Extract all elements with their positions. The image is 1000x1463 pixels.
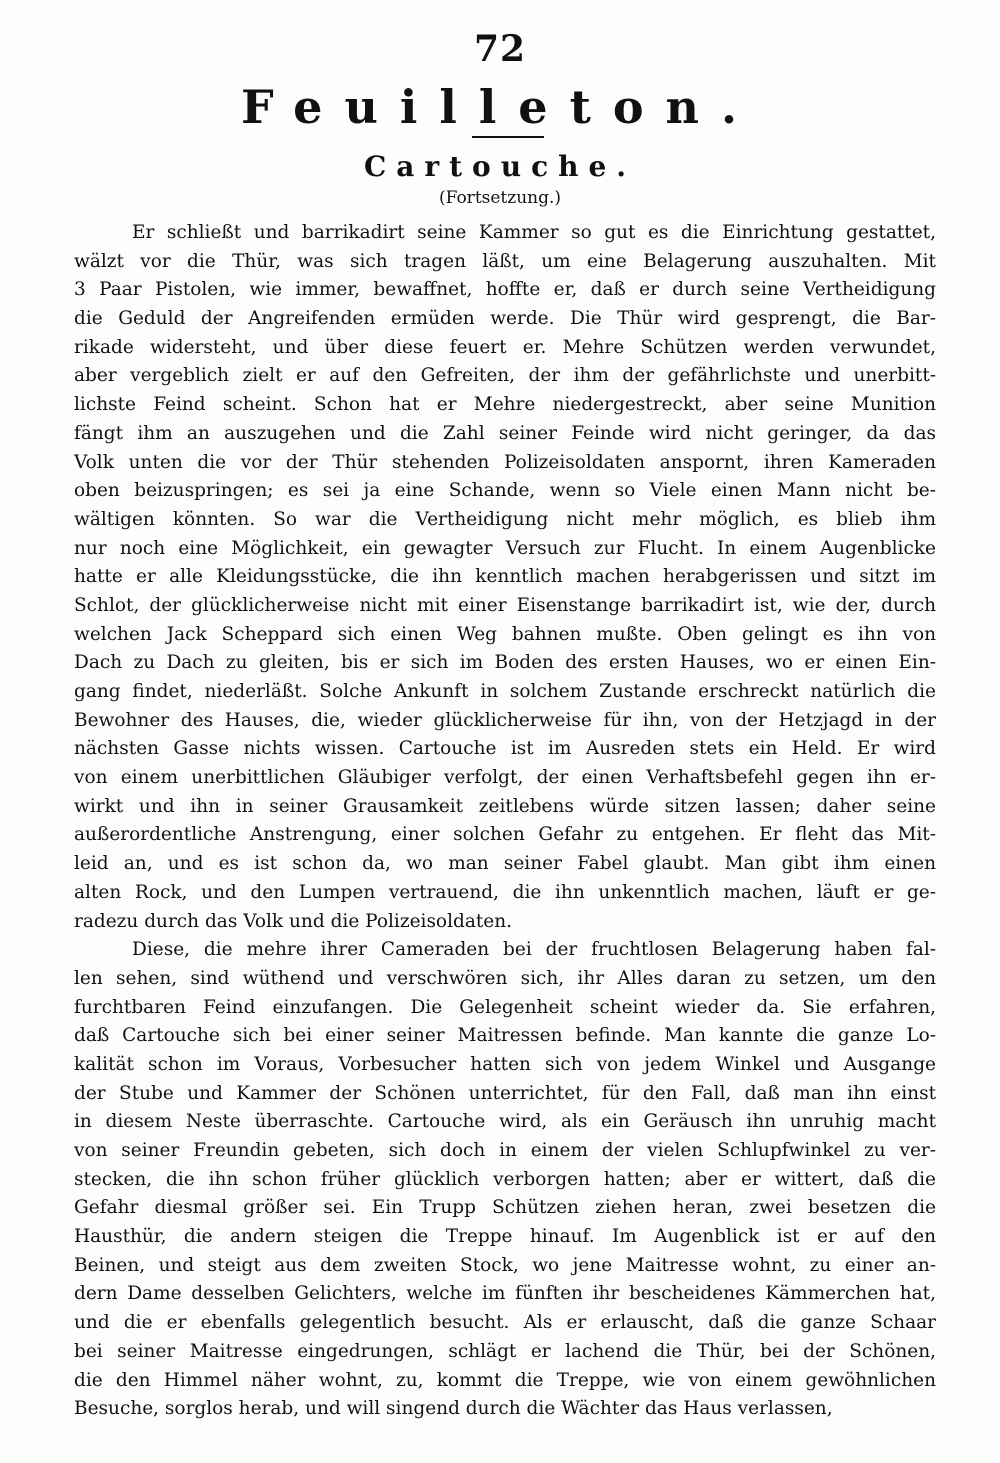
text-line: oben beizuspringen; es sei ja eine Schande, wenn so Viele einen Mann nicht be- [74,480,936,502]
text-line: Beinen, und steigt aus dem zweiten Stock, wo jene Maitresse wohnt, zu einer an- [74,1254,936,1276]
text-line: leid an, und es ist schon da, wo man seiner Fabel glaubt. Man gibt ihm einen [74,853,936,875]
text-line: daß Cartouche sich bei einer seiner Maitressen befinde. Man kannte die ganze Lo- [74,1025,936,1047]
text-line: von einem unerbittlichen Gläubiger verfolgt, der einen Verhaftsbefehl gegen ihn er- [74,767,936,789]
section-title: Feuilleton. [241,80,759,134]
text-line: Besuche, sorglos herab, und will singend durch die Wächter das Haus verlassen, [74,1398,833,1420]
text-line: Er schließt und barrikadirt seine Kammer so gut es die Einrichtung gestattet, [132,222,936,243]
article-subtitle: (Fortsetzung.) [438,188,562,208]
paragraph-2 [74,936,936,1424]
paragraph-1 [74,219,936,936]
text-line: furchtbaren Feind einzufangen. Die Gelegenheit scheint wieder da. Sie erfahren, [74,996,936,1018]
text-line: wältigen könnten. So war die Vertheidigung nicht mehr möglich, es blieb ihm [74,508,936,530]
title-divider [472,136,544,138]
text-line: kalität schon im Voraus, Vorbesucher hatten sich von jedem Winkel und Ausgange [74,1053,936,1075]
text-line: und die er ebenfalls gelegentlich besucht. Als er erlauscht, daß die ganze Schaar [74,1312,936,1334]
text-line: Schlot, der glücklicherweise nicht mit einer Eisenstange barrikadirt ist, wie der, durch [74,594,936,616]
text-line: 3 Paar Pistolen, wie immer, bewaffnet, hoffte er, daß er durch seine Vertheidigung [74,279,936,301]
text-line: Bewohner des Hauses, die, wieder glücklicherweise für ihn, von der Hetzjagd in der [74,709,936,731]
text-line: die den Himmel näher wohnt, zu, kommt die Treppe, wie von einem gewöhnlichen [74,1369,936,1391]
text-line: gang findet, niederläßt. Solche Ankunft in solchem Zustande erschreckt natürlich die [74,681,936,702]
text-line: wälzt vor die Thür, was sich tragen läßt, um eine Belagerung auszuhalten. Mit [74,250,936,272]
text-line: fängt ihm an auszugehen und die Zahl seiner Feinde wird nicht geringer, da das [74,422,936,444]
article-title: Cartouche. [363,150,637,183]
text-line: hatte er alle Kleidungsstücke, die ihn kenntlich machen herabgerissen und sitzt im [74,566,936,588]
text-line: alten Rock, und den Lumpen vertrauend, die ihn unkenntlich machen, läuft er ge- [74,881,936,903]
text-line: lichste Feind scheint. Schon hat er Mehre niedergestreckt, aber seine Munition [74,394,936,416]
text-line: Diese, die mehre ihrer Cameraden bei der fruchtlosen Belagerung haben fal- [132,939,936,961]
text-line: nur noch eine Möglichkeit, ein gewagter Versuch zur Flucht. In einem Augenblicke [74,537,936,559]
text-line: dern Dame desselben Gelichters, welche im fünften ihr bescheidenes Kämmerchen hat, [74,1283,936,1305]
text-line: aber vergeblich zielt er auf den Gefreiten, der ihm der gefährlichste und unerbitt- [74,365,936,387]
text-line: len sehen, sind wüthend und verschwören sich, ihr Alles daran zu setzen, um den [74,967,936,989]
text-line: von seiner Freundin gebeten, sich doch in einem der vielen Schlupfwinkel zu ver- [74,1140,936,1161]
text-line: in diesem Neste überraschte. Cartouche wird, als ein Geräusch ihn unruhig macht [74,1111,936,1133]
text-line: nächsten Gasse nichts wissen. Cartouche ist im Ausreden stets ein Held. Er wird [74,738,936,760]
text-line: stecken, die ihn schon früher glücklich verborgen hatten; aber er wittert, daß die [74,1168,936,1190]
text-line: welchen Jack Scheppard sich einen Weg bahnen mußte. Oben gelingt es ihn von [74,623,936,645]
text-line: Gefahr diesmal größer sei. Ein Trupp Schützen ziehen heran, zwei besetzen die [74,1197,936,1219]
text-line: rikade widersteht, und über diese feuert er. Mehre Schützen werden verwundet, [74,336,936,358]
text-line: wirkt und ihn in seiner Grausamkeit zeitlebens würde sitzen lassen; daher seine [74,795,936,817]
text-line: Dach zu Dach zu gleiten, bis er sich im Boden des ersten Hauses, wo er einen Ein- [74,652,936,674]
text-line: Volk unten die vor der Thür stehenden Polizeisoldaten anspornt, ihren Kameraden [74,451,936,473]
text-line: außerordentliche Anstrengung, einer solchen Gefahr zu entgehen. Er fleht das Mit- [74,824,936,846]
text-line: bei seiner Maitresse eingedrungen, schlägt er lachend die Thür, bei der Schönen, [74,1340,936,1362]
text-line: Hausthür, die andern steigen die Treppe hinauf. Im Augenblick ist er auf den [74,1226,936,1248]
page-number: 72 [473,28,527,70]
text-line: radezu durch das Volk und die Polizeisoldaten. [74,910,513,932]
text-line: die Geduld der Angreifenden ermüden werde. Die Thür wird gesprengt, die Bar- [74,308,936,330]
article-body [74,219,936,1424]
text-line: der Stube und Kammer der Schönen unterrichtet, für den Fall, daß man ihn einst [74,1082,936,1104]
